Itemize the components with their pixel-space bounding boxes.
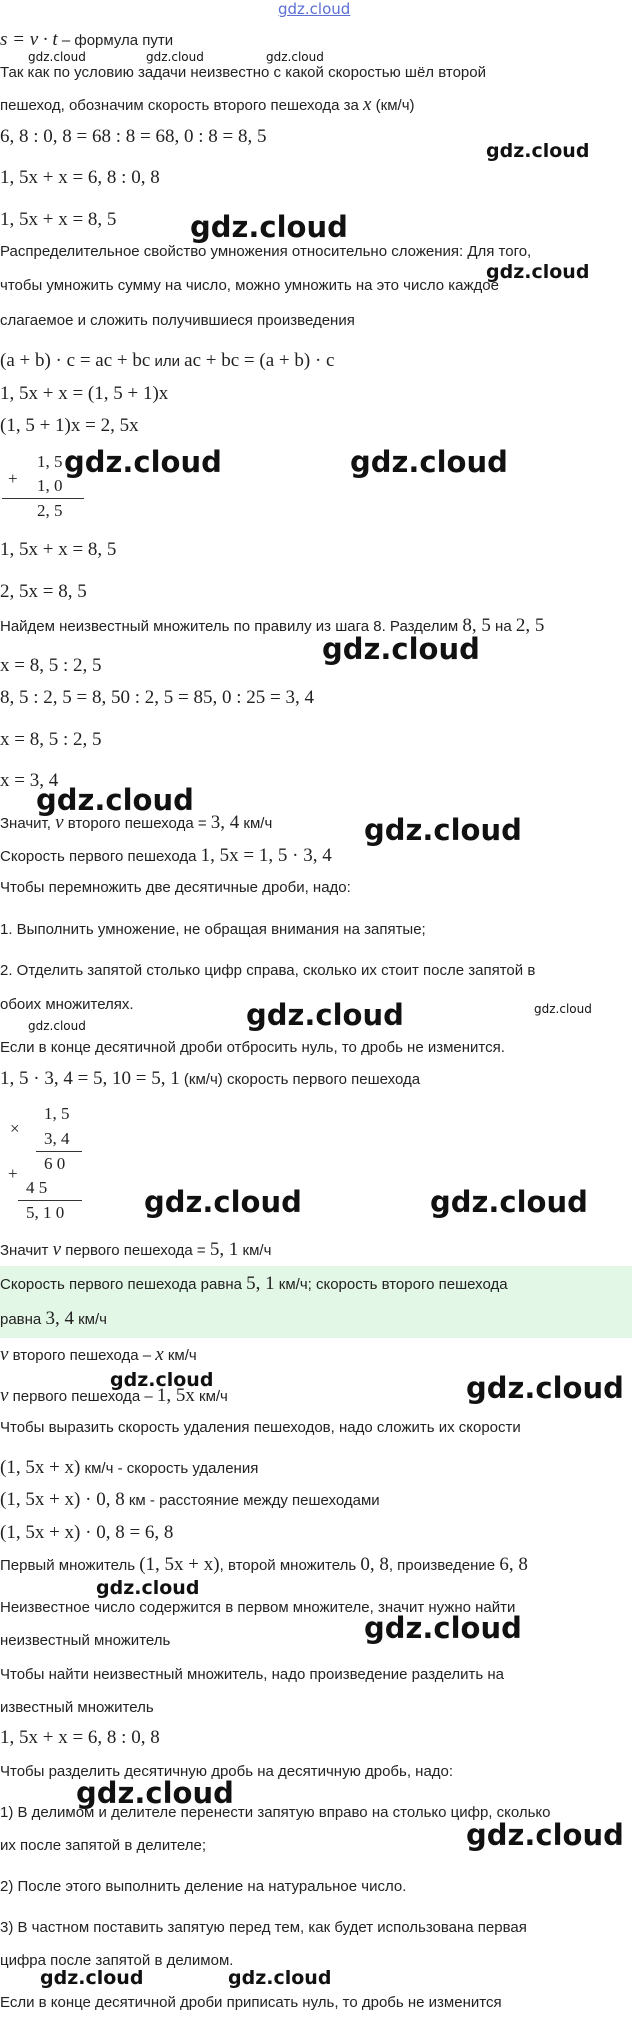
math-expr: (1, 5x + x) · 0, 8 — [0, 1489, 125, 1510]
paragraph-line — [0, 846, 332, 867]
watermark: gdz.cloud — [96, 1577, 200, 1599]
text: (км/ч) — [371, 97, 415, 114]
watermark: gdz.cloud — [364, 1611, 522, 1645]
text: равна — [0, 1311, 46, 1328]
text: на — [490, 618, 516, 635]
paragraph-line: Так как по условию задачи неизвестно с какой скоростью шёл второй — [0, 64, 486, 81]
answer-line — [0, 1274, 508, 1295]
math-expr: 3, 4 — [45, 1308, 74, 1329]
times-sign: × — [10, 1119, 20, 1138]
column-operand: 1, 5 — [44, 1104, 70, 1123]
plus-sign: + — [8, 1164, 18, 1183]
column-partial: 4 5 — [26, 1178, 48, 1197]
watermark: gdz.cloud — [28, 50, 86, 64]
math-var: x — [363, 94, 372, 115]
paragraph-line: Чтобы найти неизвестный множитель, надо произведение разделить на — [0, 1666, 504, 1683]
watermark: gdz.cloud — [40, 1967, 144, 1989]
math-line: 6, 8 : 0, 8 = 68 : 8 = 68, 0 : 8 = 8, 5 — [0, 126, 267, 147]
watermark: gdz.cloud — [110, 1369, 214, 1391]
paragraph-line — [0, 95, 415, 116]
text: второго пешехода = — [63, 815, 211, 832]
math-expr: (1, 5x + x) — [139, 1554, 220, 1575]
column-rule — [36, 1151, 82, 1152]
text: км/ч - скорость удаления — [80, 1460, 259, 1477]
paragraph-line: Если в конце десятичной дроби отбросить нуль, то дробь не изменится. — [0, 1039, 505, 1056]
paragraph-line: слагаемое и сложить получившиеся произведения — [0, 312, 355, 329]
math-line: x = 3, 4 — [0, 770, 59, 791]
math-expr: 1, 5x — [156, 1385, 195, 1406]
paragraph-line: Если в конце десятичной дроби приписать нуль, то дробь не изменится — [0, 1994, 502, 2011]
watermark: gdz.cloud — [430, 1185, 588, 1219]
text: (км/ч) скорость первого пешехода — [179, 1071, 421, 1088]
text: Значит — [0, 1242, 53, 1259]
paragraph-line: 2) После этого выполнить деление на натуральное число. — [0, 1878, 407, 1895]
math-line: 1, 5x + x = (1, 5 + 1)x — [0, 383, 169, 404]
paragraph-line: Неизвестное число содержится в первом множителе, значит нужно найти — [0, 1599, 516, 1616]
math-expr: 2, 5 — [515, 615, 545, 636]
math-expr: s = v · t — [0, 29, 58, 50]
math-expr: 8, 5 — [462, 615, 491, 636]
text: первого пешехода – — [8, 1388, 157, 1405]
plus-sign: + — [8, 469, 18, 488]
math-expr: 0, 8 — [360, 1554, 389, 1575]
watermark: gdz.cloud — [146, 50, 204, 64]
math-line: 1, 5x + x = 8, 5 — [0, 209, 117, 230]
math-expr: 1, 5 · 3, 4 = 5, 10 = 5, 1 — [0, 1068, 180, 1089]
text: Скорость первого пешехода равна — [0, 1276, 247, 1293]
text: Найдем неизвестный множитель по правилу из шага 8. Разделим — [0, 618, 463, 635]
column-partial: 6 0 — [44, 1154, 66, 1173]
math-line — [0, 1069, 420, 1090]
math-line — [0, 351, 334, 372]
paragraph-line: цифра после запятой в делимом. — [0, 1952, 234, 1969]
watermark: gdz.cloud — [322, 632, 480, 666]
math-expr: 5, 1 — [246, 1273, 275, 1294]
watermark: gdz.cloud — [144, 1185, 302, 1219]
watermark: gdz.cloud — [28, 1019, 86, 1033]
watermark: gdz.cloud — [246, 998, 404, 1032]
math-expr: 3, 4 — [210, 812, 240, 833]
paragraph-line: 1. Выполнить умножение, не обращая внимания на запятые; — [0, 921, 426, 938]
math-expr: (a + b) · c = ac + bc — [0, 350, 151, 371]
column-result: 5, 1 0 — [26, 1203, 65, 1222]
site-header-link[interactable]: gdz.cloud — [278, 0, 351, 18]
paragraph-line: Чтобы перемножить две десятичные дроби, надо: — [0, 879, 351, 896]
math-expr: ac + bc = (a + b) · c — [184, 350, 335, 371]
text: или — [150, 353, 185, 370]
paragraph-line: чтобы умножить сумму на число, можно умножить на это число каждое — [0, 277, 499, 294]
math-expr: 1, 5x = 1, 5 · 3, 4 — [200, 845, 332, 866]
column-operand: 3, 4 — [44, 1129, 70, 1148]
column-result: 2, 5 — [37, 501, 63, 520]
math-line — [0, 1490, 380, 1511]
math-var: v — [55, 812, 64, 833]
math-line: 1, 5x + x = 8, 5 — [0, 539, 117, 560]
paragraph-line — [0, 1240, 271, 1261]
watermark: gdz.cloud — [350, 445, 508, 479]
text: км/ч — [239, 815, 273, 832]
math-expr: 6, 8 — [499, 1554, 528, 1575]
column-rule — [2, 498, 84, 499]
watermark: gdz.cloud — [486, 261, 590, 283]
text: Скорость первого пешехода — [0, 848, 201, 865]
watermark: gdz.cloud — [466, 1818, 624, 1852]
column-operand: 1, 0 — [37, 476, 63, 495]
math-line: (1, 5 + 1)x = 2, 5x — [0, 415, 139, 436]
math-line: 2, 5x = 8, 5 — [0, 581, 87, 602]
math-var: x — [155, 1344, 164, 1365]
text: км/ч — [194, 1388, 228, 1405]
math-line: x = 8, 5 : 2, 5 — [0, 655, 102, 676]
text: Значит, — [0, 815, 56, 832]
formula-line — [0, 30, 173, 51]
answer-line — [0, 1309, 107, 1330]
text: км - расстояние между пешеходами — [124, 1492, 380, 1509]
watermark: gdz.cloud — [64, 445, 222, 479]
text: км/ч; скорость второго пешехода — [274, 1276, 508, 1293]
paragraph-line: их после запятой в делителе; — [0, 1837, 207, 1854]
paragraph-line: известный множитель — [0, 1699, 154, 1716]
watermark: gdz.cloud — [534, 1002, 592, 1016]
math-line: 1, 5x + x = 6, 8 : 0, 8 — [0, 1727, 160, 1748]
column-rule — [18, 1200, 82, 1201]
math-line: 1, 5x + x = 6, 8 : 0, 8 — [0, 167, 160, 188]
math-line: x = 8, 5 : 2, 5 — [0, 729, 102, 750]
math-expr: 5, 1 — [209, 1239, 239, 1260]
math-var: v — [0, 1344, 9, 1365]
watermark: gdz.cloud — [486, 140, 590, 162]
math-var: v — [0, 1385, 9, 1406]
watermark: gdz.cloud — [190, 210, 348, 244]
watermark: gdz.cloud — [228, 1967, 332, 1989]
math-line — [0, 1458, 258, 1479]
math-var: v — [52, 1239, 62, 1260]
paragraph-line: 1) В делимом и делителе перенести запятую вправо на столько цифр, сколько — [0, 1804, 551, 1821]
text: км/ч — [163, 1347, 197, 1364]
paragraph-line: 3) В частном поставить запятую перед тем, как будет использована первая — [0, 1919, 527, 1936]
watermark: gdz.cloud — [364, 813, 522, 847]
paragraph-line: Чтобы выразить скорость удаления пешеходов, надо сложить их скорости — [0, 1419, 521, 1436]
watermark: gdz.cloud — [266, 50, 324, 64]
watermark: gdz.cloud — [76, 1776, 234, 1810]
math-line: 8, 5 : 2, 5 = 8, 50 : 2, 5 = 85, 0 : 25 = 3, 4 — [0, 687, 314, 708]
paragraph-line: неизвестный множитель — [0, 1632, 171, 1649]
text: пешеход, обозначим скорость второго пешехода за — [0, 97, 364, 114]
paragraph-line: Чтобы разделить десятичную дробь на десятичную дробь, надо: — [0, 1763, 454, 1780]
paragraph-line: Распределительное свойство умножения относительно сложения: Для того, — [0, 243, 532, 260]
watermark: gdz.cloud — [36, 783, 194, 817]
watermark: gdz.cloud — [466, 1371, 624, 1405]
paragraph-line: обоих множителях. — [0, 996, 134, 1013]
text: , второй множитель — [219, 1557, 361, 1574]
math-line: (1, 5x + x) · 0, 8 = 6, 8 — [0, 1522, 174, 1543]
paragraph-line — [0, 1345, 197, 1366]
text: км/ч — [238, 1242, 272, 1259]
paragraph-line — [0, 1555, 528, 1576]
text: , произведение — [388, 1557, 500, 1574]
text: первого пешехода = — [61, 1242, 210, 1259]
text: – формула пути — [57, 32, 174, 49]
math-expr: (1, 5x + x) — [0, 1457, 81, 1478]
text: второго пешехода – — [8, 1347, 156, 1364]
column-operand: 1, 5 — [37, 452, 63, 471]
text: км/ч — [73, 1311, 107, 1328]
paragraph-line: 2. Отделить запятой столько цифр справа, сколько их стоит после запятой в — [0, 962, 536, 979]
text: Первый множитель — [0, 1557, 140, 1574]
